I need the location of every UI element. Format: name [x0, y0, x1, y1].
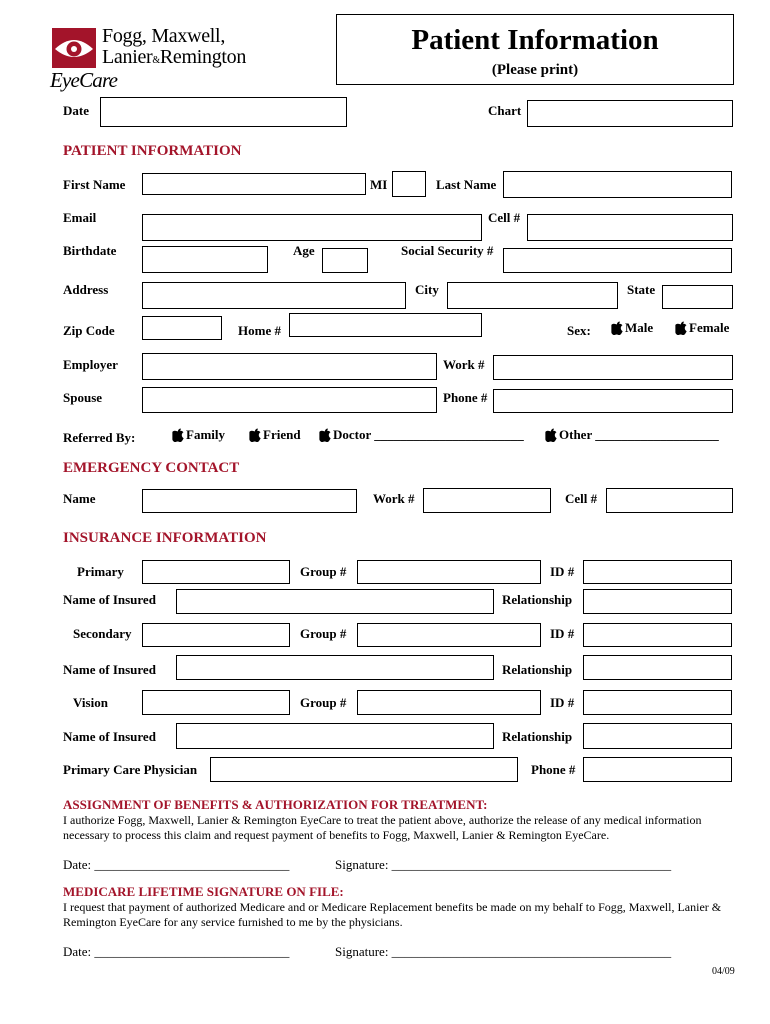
work-phone-label: Work # [443, 357, 485, 372]
email-field[interactable] [142, 214, 482, 241]
sex-female-option[interactable] [675, 320, 729, 336]
referred-by-label: Referred By: [63, 430, 136, 445]
secondary-group-label: Group # [300, 626, 347, 641]
city-field[interactable] [447, 282, 618, 309]
chart-label: Chart [488, 103, 522, 118]
age-field[interactable] [322, 248, 368, 273]
sex-label: Sex: [567, 323, 591, 338]
practice-logo [50, 22, 280, 94]
page-subtitle: (Please print) [491, 62, 579, 78]
last-name-label: Last Name [436, 177, 497, 192]
pcp-phone-field[interactable] [583, 757, 732, 782]
medicare-signature-line[interactable]: Signature: ___________________________________________ [335, 944, 672, 959]
date-field[interactable] [100, 97, 347, 127]
vision-insured-field[interactable] [176, 723, 494, 749]
primary-group-label: Group # [300, 564, 347, 579]
birthdate-label: Birthdate [63, 243, 117, 258]
spouse-phone-field[interactable] [493, 389, 733, 413]
title-box [336, 14, 734, 85]
ssn-label: Social Security # [401, 243, 494, 258]
medicare-date-line[interactable]: Date: ______________________________ [63, 944, 290, 959]
city-label: City [415, 282, 439, 297]
employer-label: Employer [63, 357, 118, 372]
ssn-field[interactable] [503, 248, 732, 273]
eye-logo-icon [52, 28, 96, 68]
spouse-phone-label: Phone # [443, 390, 488, 405]
other-label: Other ___________________ [559, 427, 719, 442]
emergency-contact-heading: EMERGENCY CONTACT [63, 460, 240, 476]
page-title: Patient Information [411, 24, 659, 56]
address-label: Address [63, 282, 109, 297]
apple-bullet-icon [249, 428, 262, 442]
assignment-date-line[interactable]: Date: ______________________________ [63, 857, 290, 872]
referred-doctor-option[interactable] [319, 427, 524, 443]
emergency-work-field[interactable] [423, 488, 551, 513]
assignment-text: I authorize Fogg, Maxwell, Lanier & Remington EyeCare to treat the patient above, authorize the release of any medical information necessary to process this claim and request payment of benefits to Fogg, Maxwell, Lanier & Remington EyeCare. [63, 813, 702, 842]
primary-relationship-label: Relationship [502, 592, 573, 607]
doctor-label: Doctor _______________________ [333, 427, 524, 442]
secondary-relationship-label: Relationship [502, 662, 573, 677]
pcp-field[interactable] [210, 757, 518, 782]
friend-label: Friend [263, 427, 301, 442]
vision-label: Vision [73, 695, 108, 710]
apple-bullet-icon [545, 428, 558, 442]
family-label: Family [186, 427, 225, 442]
secondary-insured-label: Name of Insured [63, 662, 156, 677]
sex-male-option[interactable] [611, 320, 653, 336]
home-phone-label: Home # [238, 323, 281, 338]
zip-label: Zip Code [63, 323, 115, 338]
patient-info-heading: PATIENT INFORMATION [63, 143, 242, 159]
secondary-insurance-field[interactable] [142, 623, 290, 647]
state-field[interactable] [662, 285, 733, 309]
last-name-field[interactable] [503, 171, 732, 198]
referred-other-option[interactable] [545, 427, 719, 443]
primary-id-field[interactable] [583, 560, 732, 584]
vision-id-label: ID # [550, 695, 575, 710]
primary-group-field[interactable] [357, 560, 541, 584]
medicare-text: I request that payment of authorized Medicare and or Medicare Replacement benefits be made on my behalf to Fogg, Maxwell, Lanier & Remington EyeCare for any service furnished to me by the physicians. [63, 900, 722, 929]
logo-eyecare: EyeCare [50, 68, 118, 92]
medicare-heading: MEDICARE LIFETIME SIGNATURE ON FILE: [63, 884, 344, 899]
vision-group-field[interactable] [357, 690, 541, 715]
email-label: Email [63, 210, 97, 225]
referred-friend-option[interactable] [249, 427, 301, 443]
mi-field[interactable] [392, 171, 426, 197]
secondary-label: Secondary [73, 626, 132, 641]
state-label: State [627, 282, 656, 297]
primary-insurance-field[interactable] [142, 560, 290, 584]
spouse-field[interactable] [142, 387, 437, 413]
vision-insurance-field[interactable] [142, 690, 290, 715]
first-name-label: First Name [63, 177, 126, 192]
apple-bullet-icon [675, 321, 688, 335]
apple-bullet-icon [611, 321, 624, 335]
primary-label: Primary [77, 564, 124, 579]
primary-relationship-field[interactable] [583, 589, 732, 614]
pcp-label: Primary Care Physician [63, 762, 198, 777]
birthdate-field[interactable] [142, 246, 268, 273]
emergency-cell-field[interactable] [606, 488, 733, 513]
referred-family-option[interactable] [172, 427, 225, 443]
emergency-name-field[interactable] [142, 489, 357, 513]
vision-id-field[interactable] [583, 690, 732, 715]
address-field[interactable] [142, 282, 406, 309]
logo-remington: Remington [159, 46, 247, 68]
work-phone-field[interactable] [493, 355, 733, 380]
apple-bullet-icon [319, 428, 332, 442]
emergency-cell-label: Cell # [565, 491, 598, 506]
assignment-signature-line[interactable]: Signature: ___________________________________________ [335, 857, 672, 872]
pcp-phone-label: Phone # [531, 762, 576, 777]
secondary-group-field[interactable] [357, 623, 541, 647]
spouse-label: Spouse [63, 390, 103, 405]
vision-insured-label: Name of Insured [63, 729, 156, 744]
zip-field[interactable] [142, 316, 222, 340]
age-label: Age [293, 243, 315, 258]
logo-text-line1: Fogg, Maxwell, [102, 25, 226, 47]
home-phone-field[interactable] [289, 313, 482, 337]
emergency-name-label: Name [63, 491, 96, 506]
primary-insured-field[interactable] [176, 589, 494, 614]
chart-field[interactable] [527, 100, 733, 127]
primary-id-label: ID # [550, 564, 575, 579]
logo-lanier: Lanier [102, 46, 153, 68]
male-label: Male [625, 320, 654, 335]
date-label: Date [63, 103, 89, 118]
secondary-id-field[interactable] [583, 623, 732, 647]
logo-text-line2 [102, 46, 246, 72]
apple-bullet-icon [172, 428, 185, 442]
form-revision: 04/09 [712, 966, 735, 977]
secondary-relationship-field[interactable] [583, 655, 732, 680]
secondary-id-label: ID # [550, 626, 575, 641]
primary-insured-label: Name of Insured [63, 592, 156, 607]
vision-group-label: Group # [300, 695, 347, 710]
insurance-info-heading: INSURANCE INFORMATION [63, 530, 267, 546]
emergency-work-label: Work # [373, 491, 415, 506]
vision-relationship-label: Relationship [502, 729, 573, 744]
logo-ampersand: & [152, 55, 160, 66]
assignment-heading: ASSIGNMENT OF BENEFITS & AUTHORIZATION FOR TREATMENT: [63, 797, 488, 812]
female-label: Female [689, 320, 730, 335]
vision-relationship-field[interactable] [583, 723, 732, 749]
first-name-field[interactable] [142, 173, 366, 195]
secondary-insured-field[interactable] [176, 655, 494, 680]
employer-field[interactable] [142, 353, 437, 380]
mi-label: MI [370, 177, 388, 192]
cell-label: Cell # [488, 210, 521, 225]
cell-field[interactable] [527, 214, 733, 241]
